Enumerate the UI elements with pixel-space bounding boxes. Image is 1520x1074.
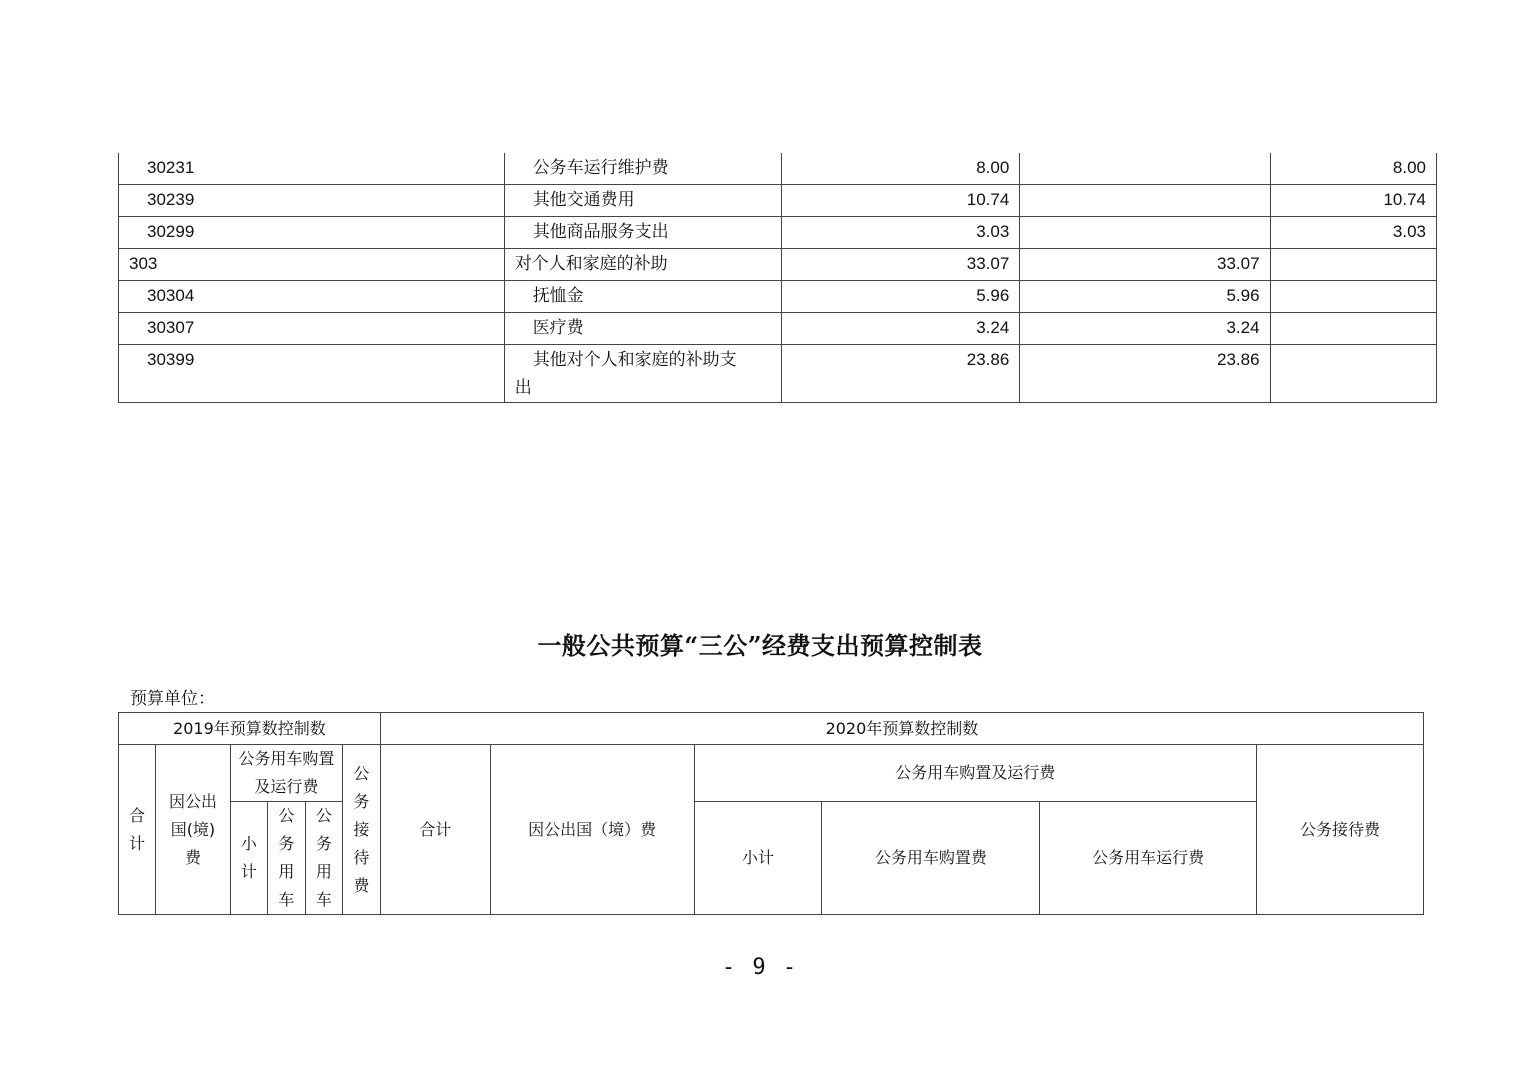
- basic-cell: [1020, 153, 1270, 185]
- subtotal-2019-header: [230, 802, 267, 915]
- page-number: - 9 -: [721, 955, 799, 980]
- total-cell: 23.86: [782, 345, 1020, 403]
- project-cell: 3.03: [1270, 217, 1436, 249]
- vehicle-2020-header: 公务用车购置及运行费: [694, 745, 1256, 802]
- table-row: [119, 217, 1437, 249]
- header-text: 小计: [240, 834, 257, 881]
- vehicle-run-2020-header: 公务用车运行费: [1040, 802, 1257, 915]
- budget-unit-label: 预算单位：: [130, 689, 215, 709]
- project-cell: 10.74: [1270, 185, 1436, 217]
- vehicle-buy-2019-header: [267, 802, 305, 915]
- name-cell: 对个人和家庭的补助: [504, 249, 781, 281]
- header-text: 公务用车: [315, 806, 332, 909]
- total-2020-header: 合计: [380, 745, 490, 915]
- code-cell: 30231: [119, 153, 505, 185]
- table-row: [119, 153, 1437, 185]
- reception-2020-header: 公务接待费: [1257, 745, 1424, 915]
- project-cell: [1270, 249, 1436, 281]
- vehicle-2019-header: [230, 745, 342, 802]
- year-2019-header: 2019年预算数控制数: [119, 713, 381, 745]
- table-row: [119, 345, 1437, 403]
- total-cell: 5.96: [782, 281, 1020, 313]
- header-text: 公务用车: [278, 806, 295, 909]
- name-cell: [504, 345, 781, 403]
- header-text: 公务接待费: [353, 763, 370, 895]
- project-cell: 8.00: [1270, 153, 1436, 185]
- basic-cell: 33.07: [1020, 249, 1270, 281]
- total-cell: 10.74: [782, 185, 1020, 217]
- name-cell: 医疗费: [504, 313, 781, 345]
- table-row: [119, 249, 1437, 281]
- basic-cell: [1020, 217, 1270, 249]
- name-line-2: 出: [514, 378, 532, 398]
- name-cell: 其他商品服务支出: [504, 217, 781, 249]
- total-cell: 8.00: [782, 153, 1020, 185]
- project-cell: [1270, 281, 1436, 313]
- header-text: 公务用车购置及运行费: [238, 749, 335, 796]
- vehicle-buy-2020-header: 公务用车购置费: [822, 802, 1040, 915]
- basic-cell: 23.86: [1020, 345, 1270, 403]
- basic-cell: 5.96: [1020, 281, 1270, 313]
- name-cell: 公务车运行维护费: [504, 153, 781, 185]
- page-title: 一般公共预算“三公”经费支出预算控制表: [537, 631, 983, 660]
- vehicle-run-2019-header: [305, 802, 342, 915]
- expense-table: [118, 153, 1437, 403]
- header-text: 合计: [128, 805, 145, 853]
- total-2019-header: [119, 745, 156, 915]
- total-cell: 3.24: [782, 313, 1020, 345]
- name-cell: 其他交通费用: [504, 185, 781, 217]
- header-text: 因公出国(境)费: [168, 791, 217, 867]
- name-line-1: 其他对个人和家庭的补助支: [532, 350, 737, 370]
- project-cell: [1270, 345, 1436, 403]
- table-row: [119, 281, 1437, 313]
- travel-2020-header: 因公出国（境）费: [490, 745, 694, 915]
- code-cell: 303: [119, 249, 505, 281]
- total-cell: 3.03: [782, 217, 1020, 249]
- year-2020-header: 2020年预算数控制数: [380, 713, 1423, 745]
- reception-2019-header: [342, 745, 380, 915]
- total-cell: 33.07: [782, 249, 1020, 281]
- code-cell: 30304: [119, 281, 505, 313]
- code-cell: 30239: [119, 185, 505, 217]
- name-cell: 抚恤金: [504, 281, 781, 313]
- sangong-table: [118, 712, 1424, 915]
- project-cell: [1270, 313, 1436, 345]
- subtotal-2020-header: 小计: [694, 802, 822, 915]
- travel-2019-header: [155, 745, 230, 915]
- basic-cell: 3.24: [1020, 313, 1270, 345]
- code-cell: 30299: [119, 217, 505, 249]
- table-row: [119, 185, 1437, 217]
- code-cell: 30399: [119, 345, 505, 403]
- code-cell: 30307: [119, 313, 505, 345]
- basic-cell: [1020, 185, 1270, 217]
- table-row: [119, 313, 1437, 345]
